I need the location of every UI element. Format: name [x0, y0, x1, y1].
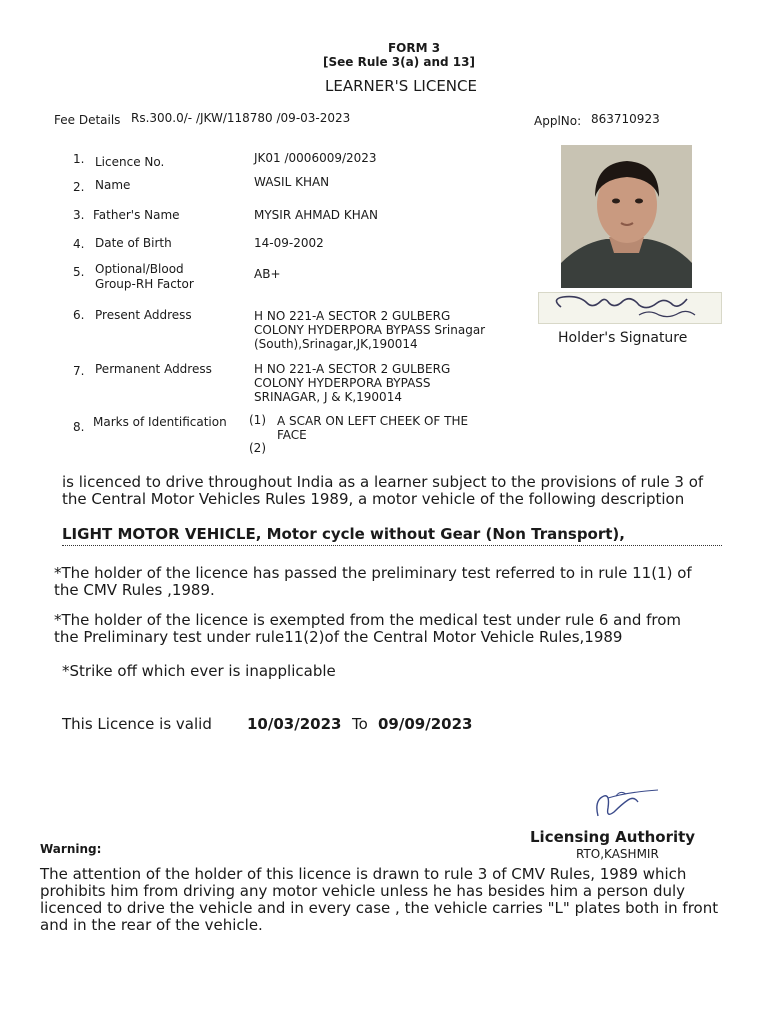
authority-signature-scribble — [568, 786, 668, 826]
form-number: FORM 3 — [387, 41, 441, 55]
appl-no-label: ApplNo: — [534, 114, 582, 128]
fathers-name-value: MYSIR AHMAD KHAN — [254, 208, 378, 222]
rule-reference: [See Rule 3(a) and 13] — [323, 55, 475, 69]
fee-details-value: Rs.300.0/- /JKW/118780 /09-03-2023 — [131, 111, 351, 125]
field-number: 5. — [73, 265, 85, 279]
identification-marks-label: Marks of Identification — [93, 415, 227, 429]
vehicle-class: LIGHT MOTOR VEHICLE, Motor cycle without Gear (Non Transport), — [62, 525, 625, 543]
field-number: 8. — [73, 420, 85, 434]
field-number: 2. — [73, 180, 85, 194]
dotted-divider — [62, 545, 722, 546]
preliminary-test-note-line2: the CMV Rules ,1989. — [54, 581, 215, 599]
mark-1-line1: A SCAR ON LEFT CHEEK OF THE — [277, 414, 469, 428]
dob-value: 14-09-2002 — [254, 236, 324, 250]
mark-1-number: (1) — [249, 413, 266, 427]
field-number: 7. — [73, 364, 85, 378]
preliminary-test-note-line1: *The holder of the licence has passed the preliminary test referred to in rule 11(1) of — [54, 564, 692, 582]
field-number: 1. — [73, 152, 85, 166]
mark-1-line2: FACE — [277, 428, 307, 442]
validity-to-label: To — [352, 715, 368, 733]
permanent-address-line1: H NO 221-A SECTOR 2 GULBERG — [254, 362, 451, 376]
warning-label: Warning: — [40, 842, 102, 856]
present-address-line2: COLONY HYDERPORA BYPASS Srinagar — [254, 323, 486, 337]
licence-statement-line1: is licenced to drive throughout India as a learner subject to the provisions of rule 3 of — [62, 473, 704, 491]
holder-photo-image — [561, 145, 692, 288]
appl-no-value: 863710923 — [591, 112, 660, 126]
document-title: LEARNER'S LICENCE — [325, 77, 477, 95]
blood-group-value: AB+ — [254, 267, 281, 281]
rto-office: RTO,KASHMIR — [576, 847, 659, 861]
present-address-line3: (South),Srinagar,JK,190014 — [254, 337, 418, 351]
permanent-address-line3: SRINAGAR, J & K,190014 — [254, 390, 402, 404]
permanent-address-label: Permanent Address — [95, 362, 212, 376]
medical-exemption-note-line2: the Preliminary test under rule11(2)of the Central Motor Vehicle Rules,1989 — [54, 628, 623, 646]
valid-to-date: 09/09/2023 — [378, 715, 473, 733]
field-number: 3. — [73, 208, 85, 222]
permanent-address-line2: COLONY HYDERPORA BYPASS — [254, 376, 431, 390]
name-value: WASIL KHAN — [254, 175, 330, 189]
holder-signature-label: Holder's Signature — [558, 330, 688, 346]
mark-2-number: (2) — [249, 441, 266, 455]
blood-group-label-line1: Optional/Blood — [95, 262, 184, 276]
present-address-label: Present Address — [95, 308, 192, 322]
validity-label: This Licence is valid — [62, 715, 212, 733]
field-number: 6. — [73, 308, 85, 322]
strike-off-note: *Strike off which ever is inapplicable — [62, 662, 336, 680]
fathers-name-label: Father's Name — [93, 208, 180, 222]
fee-details-label: Fee Details — [54, 113, 121, 127]
present-address-line1: H NO 221-A SECTOR 2 GULBERG — [254, 309, 451, 323]
signature-scribble — [539, 293, 721, 323]
licensing-authority-title: Licensing Authority — [530, 828, 696, 846]
medical-exemption-note-line1: *The holder of the licence is exempted from the medical test under rule 6 and from — [54, 611, 682, 629]
licence-statement-line2: the Central Motor Vehicles Rules 1989, a motor vehicle of the following description — [62, 490, 685, 508]
name-label: Name — [95, 178, 131, 192]
holder-signature — [538, 292, 722, 324]
field-number: 4. — [73, 237, 85, 251]
holder-photo — [561, 145, 692, 288]
warning-text: The attention of the holder of this licence is drawn to rule 3 of CMV Rules, 1989 which prohibits him from driving any motor vehicle unless he has besides him a person duly licenced to drive the vehicle and in every case , the vehicle carries "L" plates both in front and in the rear of the vehicle. — [40, 865, 719, 934]
authority-signature — [568, 786, 668, 826]
licence-no-label: Licence No. — [95, 155, 165, 169]
valid-from-date: 10/03/2023 — [247, 715, 342, 733]
dob-label: Date of Birth — [95, 236, 172, 250]
blood-group-label-line2: Group-RH Factor — [95, 277, 194, 291]
licence-no-value: JK01 /0006009/2023 — [254, 151, 377, 165]
